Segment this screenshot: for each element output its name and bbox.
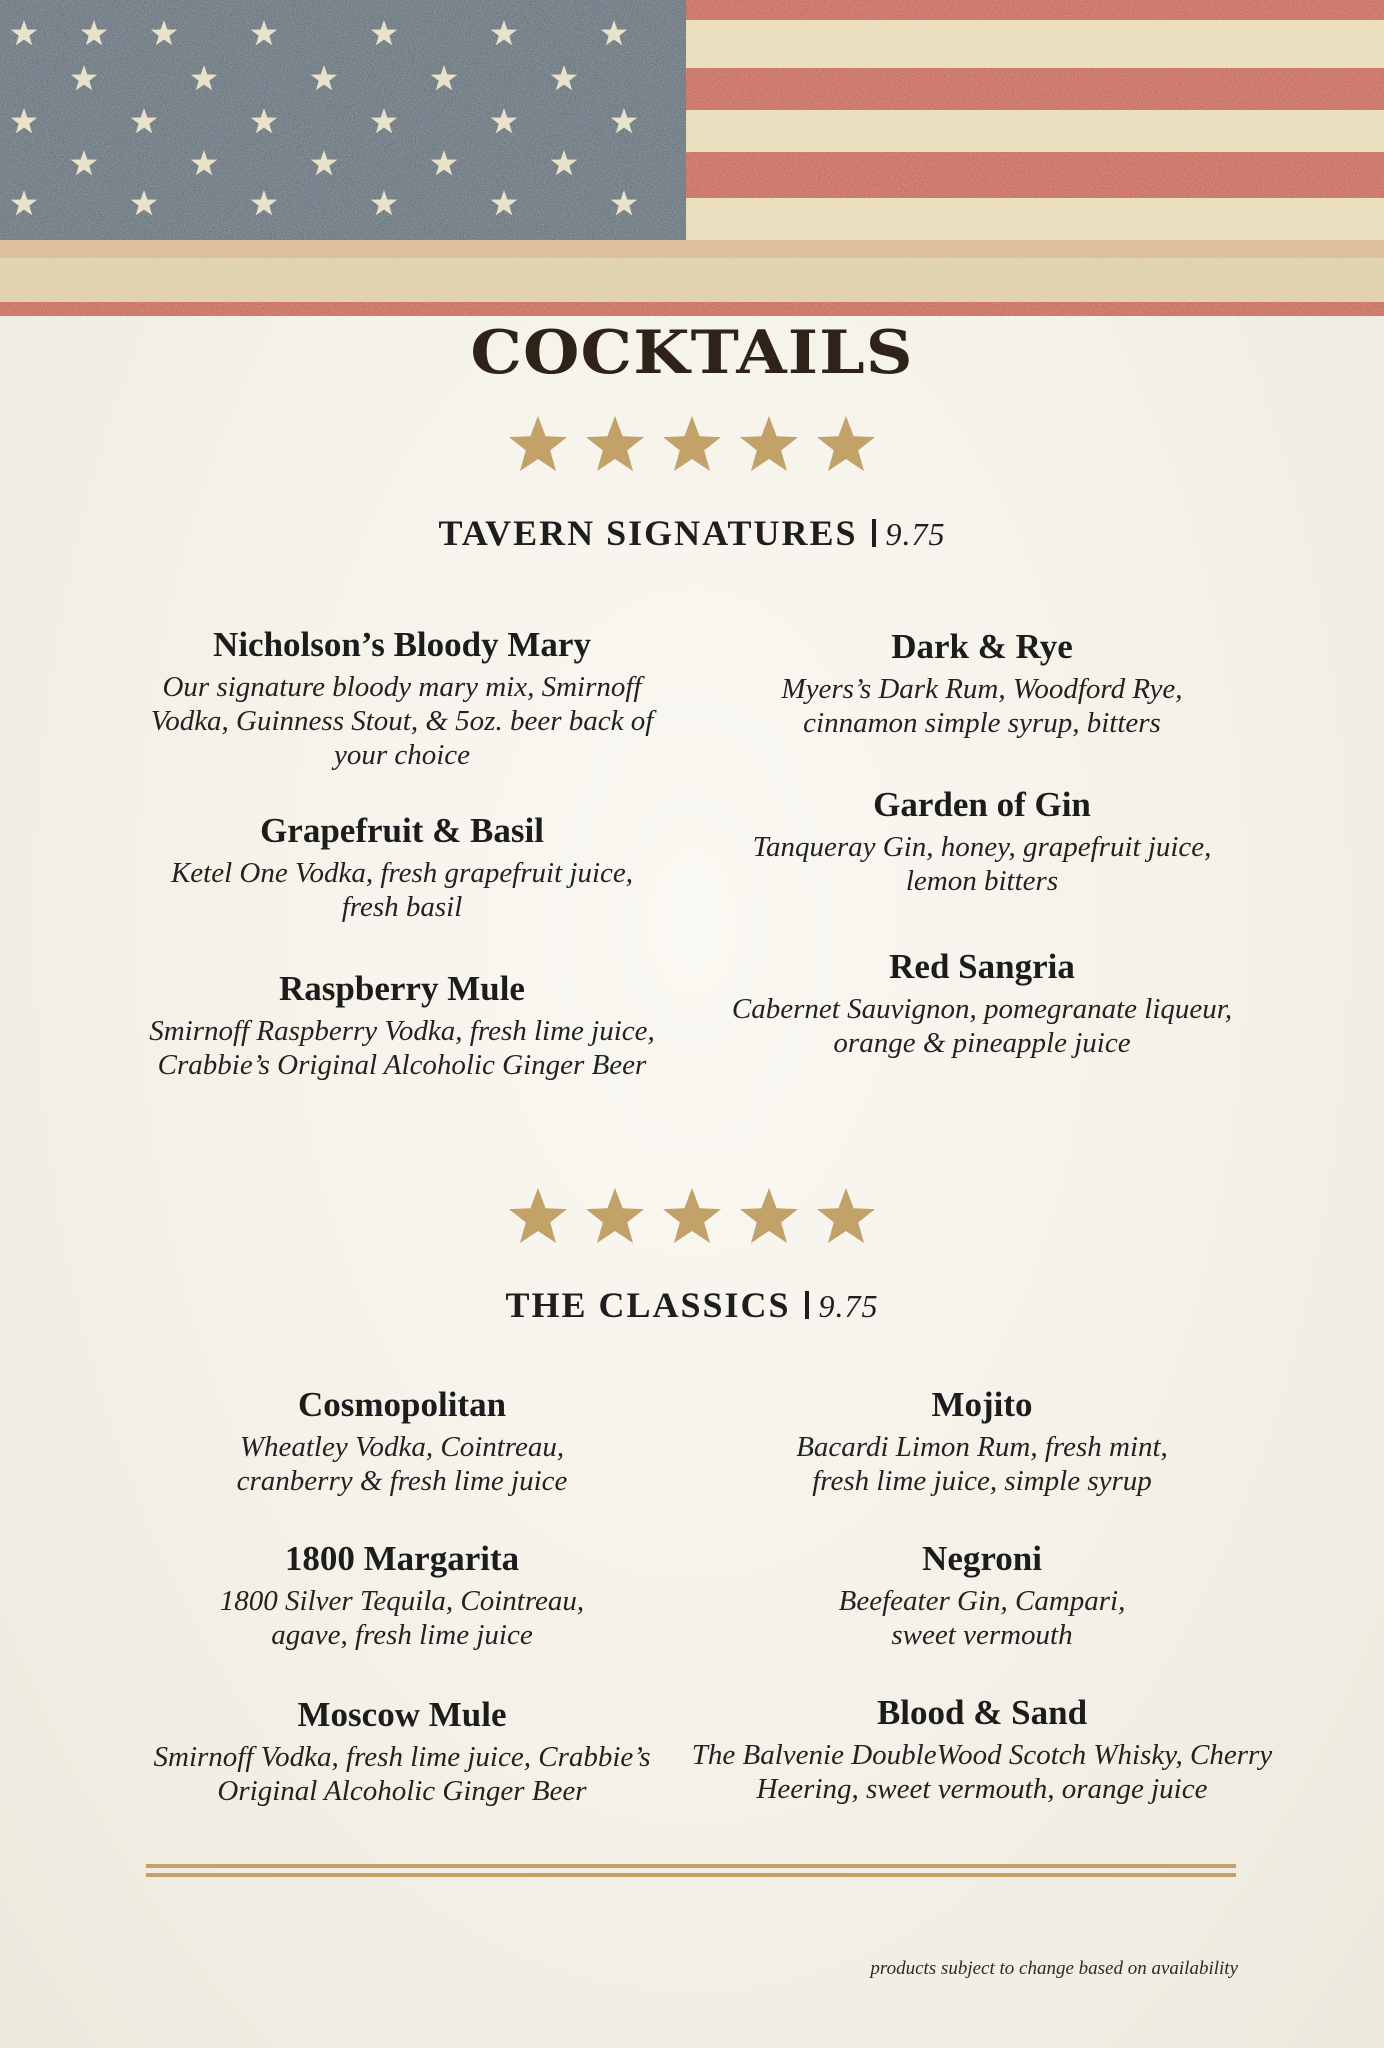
section-title: THE CLASSICS: [505, 1285, 791, 1325]
availability-note: products subject to change based on availability: [870, 1958, 1238, 1979]
item-name: Mojito: [931, 1385, 1033, 1424]
item-description: The Balvenie DoubleWood Scotch Whisky, Cherry Heering, sweet vermouth, orange juice: [691, 1739, 1273, 1805]
item-description: Smirnoff Vodka, fresh lime juice, Crabbie’s Original Alcoholic Ginger Beer: [153, 1741, 651, 1807]
star-icon: [663, 416, 721, 471]
section-title: TAVERN SIGNATURES: [438, 513, 858, 553]
menu-item: [682, 1384, 1282, 1498]
item-description: Ketel One Vodka, fresh grapefruit juice, fresh basil: [170, 857, 634, 923]
american-flag-banner: [0, 0, 1384, 316]
item-name: Cosmopolitan: [297, 1385, 507, 1424]
item-description: Bacardi Limon Rum, fresh mint, fresh lime juice, simple syrup: [796, 1431, 1168, 1497]
star-icon: [740, 416, 798, 471]
star-divider: [0, 412, 1384, 482]
star-icon: [586, 1188, 644, 1243]
item-description: Our signature bloody mary mix, Smirnoff Vodka, Guinness Stout, & 5oz. beer back of your choice: [150, 671, 654, 771]
menu-item: [682, 1692, 1282, 1806]
five-stars-icon: [506, 412, 878, 476]
item-description: Tanqueray Gin, honey, grapefruit juice, lemon bitters: [752, 831, 1212, 897]
menu-item: [682, 1538, 1282, 1652]
section-heading-tavern-signatures: [0, 512, 1384, 554]
item-name: 1800 Margarita: [284, 1539, 520, 1578]
section-price: 9.75: [818, 1288, 879, 1324]
item-description: 1800 Silver Tequila, Cointreau, agave, fresh lime juice: [219, 1585, 585, 1651]
star-divider: [0, 1184, 1384, 1254]
menu-item: [102, 968, 702, 1082]
star-icon: [509, 1188, 567, 1243]
menu-item: [102, 624, 702, 772]
item-description: Wheatley Vodka, Cointreau, cranberry & fresh lime juice: [236, 1431, 568, 1497]
item-name: Grapefruit & Basil: [260, 811, 544, 850]
page-title: COCKTAILS: [470, 318, 914, 388]
item-name: Blood & Sand: [876, 1693, 1088, 1732]
divider-rule-top: [146, 1864, 1236, 1868]
section-price: 9.75: [885, 516, 946, 552]
divider-rule-bottom: [146, 1873, 1236, 1877]
item-name: Red Sangria: [889, 947, 1075, 986]
item-name: Moscow Mule: [297, 1695, 507, 1734]
item-description: Cabernet Sauvignon, pomegranate liqueur, orange & pineapple juice: [731, 993, 1233, 1059]
menu-item: [102, 1538, 702, 1652]
menu-item: [682, 626, 1282, 740]
item-description: Beefeater Gin, Campari, sweet vermouth: [838, 1585, 1126, 1651]
menu-item: [102, 1694, 702, 1808]
divider: [872, 519, 876, 547]
menu-item: [102, 810, 702, 924]
item-name: Dark & Rye: [891, 627, 1073, 666]
five-stars-icon: [506, 1184, 878, 1248]
menu-item: [682, 784, 1282, 898]
item-description: Myers’s Dark Rum, Woodford Rye, cinnamon simple syrup, bitters: [781, 673, 1183, 739]
item-name: Negroni: [922, 1539, 1042, 1578]
item-name: Garden of Gin: [873, 785, 1091, 824]
star-icon: [586, 416, 644, 471]
divider: [805, 1291, 809, 1319]
menu-item: [102, 1384, 702, 1498]
american-flag-image: [0, 0, 1384, 316]
section-heading-the-classics: [0, 1284, 1384, 1326]
star-icon: [740, 1188, 798, 1243]
item-name: Raspberry Mule: [279, 969, 525, 1008]
star-icon: [817, 1188, 875, 1243]
item-name: Nicholson’s Bloody Mary: [213, 625, 591, 664]
item-description: Smirnoff Raspberry Vodka, fresh lime juice, Crabbie’s Original Alcoholic Ginger Beer: [149, 1015, 655, 1081]
star-icon: [817, 416, 875, 471]
star-icon: [663, 1188, 721, 1243]
star-icon: [509, 416, 567, 471]
menu-item: [682, 946, 1282, 1060]
